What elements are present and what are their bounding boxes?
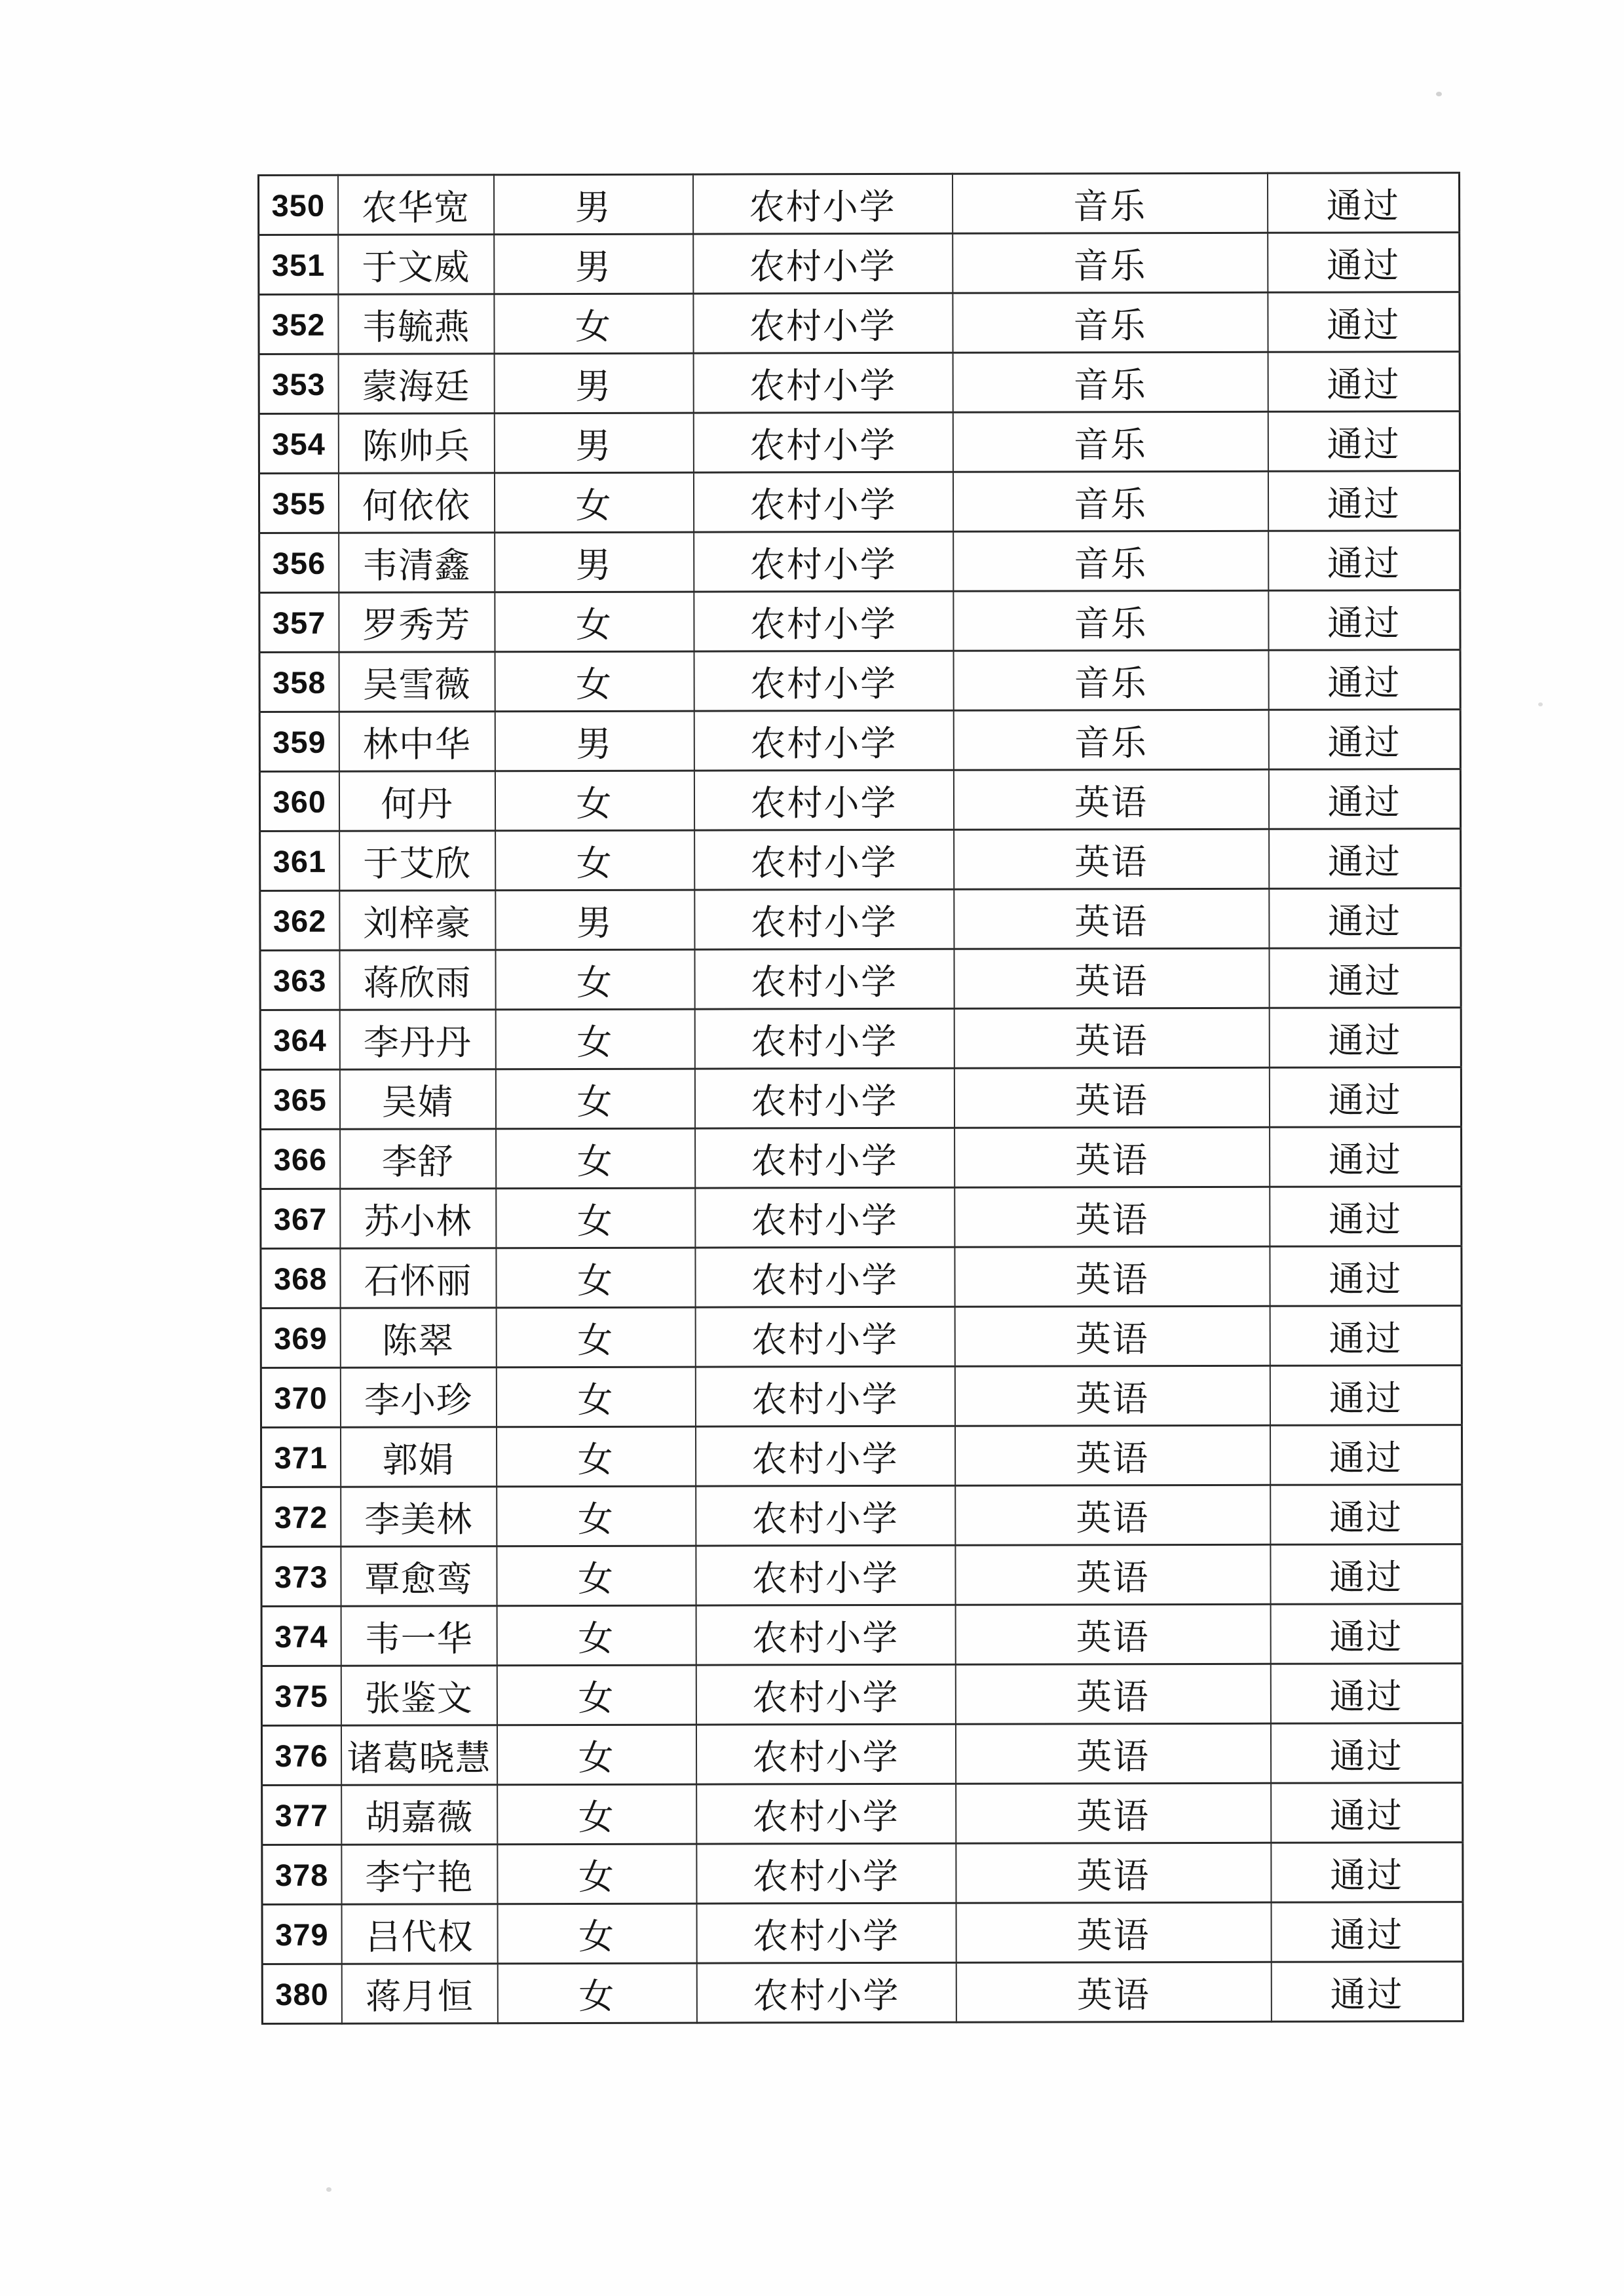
cell-serial-number: 366 <box>261 1129 340 1189</box>
cell-gender: 女 <box>495 830 694 890</box>
cell-subject: 音乐 <box>953 292 1268 353</box>
cell-name: 韦清鑫 <box>339 533 495 592</box>
cell-subject: 英语 <box>953 769 1268 830</box>
cell-serial-number: 374 <box>261 1606 341 1666</box>
cell-name: 刘梓豪 <box>339 890 495 950</box>
cell-school-type: 农村小学 <box>696 1485 955 1546</box>
cell-result: 通过 <box>1268 352 1460 412</box>
cell-name: 吕代权 <box>341 1904 497 1964</box>
cell-school-type: 农村小学 <box>696 1426 955 1486</box>
cell-gender: 女 <box>496 1367 695 1427</box>
cell-name: 苏小林 <box>340 1189 496 1248</box>
cell-school-type: 农村小学 <box>694 1008 954 1069</box>
cell-gender: 女 <box>495 771 694 831</box>
cell-name: 石怀丽 <box>340 1248 496 1308</box>
cell-serial-number: 361 <box>260 831 339 890</box>
scan-speck <box>1538 702 1543 706</box>
cell-result: 通过 <box>1268 411 1460 472</box>
cell-result: 通过 <box>1269 889 1461 949</box>
cell-school-type: 农村小学 <box>693 233 953 294</box>
cell-subject: 音乐 <box>953 233 1268 293</box>
cell-name: 农华宽 <box>338 175 494 235</box>
cell-serial-number: 353 <box>259 354 338 413</box>
cell-result: 通过 <box>1270 1366 1462 1426</box>
cell-name: 李舒 <box>340 1129 496 1189</box>
scan-speck <box>1436 92 1442 96</box>
cell-result: 通过 <box>1270 1246 1462 1307</box>
cell-school-type: 农村小学 <box>693 472 953 532</box>
table-row <box>262 1902 1463 1964</box>
cell-result: 通过 <box>1270 1604 1462 1664</box>
cell-serial-number: 376 <box>261 1725 341 1785</box>
cell-result: 通过 <box>1270 1544 1462 1605</box>
cell-serial-number: 370 <box>261 1368 340 1427</box>
cell-subject: 英语 <box>955 1544 1270 1605</box>
cell-gender: 女 <box>497 1605 696 1666</box>
cell-serial-number: 367 <box>261 1189 340 1248</box>
cell-name: 于艾欣 <box>339 831 495 890</box>
cell-result: 通过 <box>1268 590 1460 651</box>
cell-name: 李美林 <box>341 1487 497 1546</box>
roster-table-body <box>259 173 1463 2024</box>
cell-name: 覃愈鸾 <box>341 1546 497 1606</box>
cell-serial-number: 359 <box>259 712 339 771</box>
cell-name: 何依依 <box>338 473 494 533</box>
cell-result: 通过 <box>1268 233 1460 293</box>
table-row <box>261 1246 1462 1309</box>
table-row <box>262 1962 1463 2024</box>
cell-subject: 英语 <box>955 1485 1270 1545</box>
cell-gender: 女 <box>497 1904 696 1964</box>
cell-school-type: 农村小学 <box>696 1962 956 2023</box>
cell-result: 通过 <box>1268 650 1460 710</box>
cell-gender: 女 <box>495 1009 694 1069</box>
cell-subject: 英语 <box>954 1067 1269 1128</box>
cell-result: 通过 <box>1268 769 1460 830</box>
table-row <box>261 1366 1462 1428</box>
cell-serial-number: 351 <box>259 235 338 294</box>
table-row <box>260 829 1461 891</box>
cell-result: 通过 <box>1269 1008 1461 1068</box>
cell-name: 陈帅兵 <box>338 413 494 473</box>
cell-subject: 英语 <box>954 1306 1270 1366</box>
cell-result: 通过 <box>1269 829 1461 889</box>
cell-subject: 英语 <box>956 1843 1271 1903</box>
cell-subject: 英语 <box>954 1127 1270 1187</box>
cell-subject: 英语 <box>954 1008 1269 1068</box>
cell-school-type: 农村小学 <box>693 353 953 413</box>
cell-serial-number: 377 <box>262 1785 341 1845</box>
cell-result: 通过 <box>1267 173 1459 233</box>
cell-gender: 男 <box>494 413 693 473</box>
cell-serial-number: 362 <box>260 890 339 950</box>
cell-serial-number: 360 <box>259 771 339 831</box>
cell-gender: 女 <box>495 949 694 1010</box>
cell-name: 蒙海廷 <box>338 354 494 413</box>
cell-serial-number: 368 <box>261 1248 340 1308</box>
cell-gender: 男 <box>495 890 694 950</box>
cell-result: 通过 <box>1271 1962 1463 2022</box>
scan-speck <box>326 2187 331 2192</box>
cell-subject: 英语 <box>954 889 1269 949</box>
table-row <box>259 292 1460 354</box>
cell-gender: 女 <box>497 1725 696 1785</box>
cell-school-type: 农村小学 <box>694 949 954 1009</box>
cell-serial-number: 380 <box>262 1964 341 2023</box>
cell-serial-number: 375 <box>261 1666 341 1725</box>
cell-gender: 女 <box>494 472 693 533</box>
cell-gender: 女 <box>496 1248 695 1308</box>
cell-serial-number: 369 <box>261 1308 340 1368</box>
cell-result: 通过 <box>1269 948 1461 1008</box>
cell-name: 林中华 <box>339 712 495 771</box>
cell-subject: 英语 <box>955 1723 1270 1784</box>
table-row <box>261 1127 1462 1189</box>
cell-school-type: 农村小学 <box>696 1545 955 1605</box>
cell-school-type: 农村小学 <box>695 1307 954 1367</box>
cell-gender: 女 <box>497 1426 696 1487</box>
cell-school-type: 农村小学 <box>694 1068 954 1128</box>
cell-school-type: 农村小学 <box>695 1128 954 1188</box>
cell-serial-number: 352 <box>259 294 338 354</box>
cell-school-type: 农村小学 <box>695 1247 954 1307</box>
cell-name: 吴雪薇 <box>339 652 495 712</box>
cell-serial-number: 358 <box>259 652 339 712</box>
cell-gender: 女 <box>495 651 694 712</box>
table-row <box>260 1067 1461 1130</box>
cell-gender: 男 <box>495 532 694 592</box>
cell-subject: 英语 <box>954 1246 1270 1307</box>
cell-school-type: 农村小学 <box>694 651 953 711</box>
table-row <box>259 173 1460 235</box>
cell-name: 胡嘉薇 <box>341 1785 497 1845</box>
cell-serial-number: 363 <box>260 950 339 1010</box>
cell-school-type: 农村小学 <box>695 1366 954 1426</box>
cell-serial-number: 373 <box>261 1546 341 1606</box>
cell-gender: 女 <box>497 1546 696 1606</box>
cell-result: 通过 <box>1269 1067 1461 1128</box>
cell-subject: 音乐 <box>953 471 1268 531</box>
cell-school-type: 农村小学 <box>695 1187 954 1248</box>
cell-result: 通过 <box>1271 1843 1463 1903</box>
cell-name: 于文威 <box>338 235 494 294</box>
table-row <box>260 889 1461 951</box>
cell-result: 通过 <box>1271 1902 1463 1962</box>
cell-serial-number: 372 <box>261 1487 341 1546</box>
cell-name: 郭娟 <box>341 1427 497 1487</box>
table-row <box>259 650 1460 712</box>
cell-gender: 男 <box>494 353 693 413</box>
cell-serial-number: 350 <box>259 175 338 235</box>
cell-subject: 英语 <box>954 948 1269 1008</box>
cell-gender: 女 <box>495 1069 694 1129</box>
cell-name: 李宁艳 <box>341 1845 497 1904</box>
cell-serial-number: 379 <box>262 1904 341 1964</box>
table-row <box>259 233 1460 295</box>
cell-gender: 女 <box>496 1307 695 1368</box>
cell-result: 通过 <box>1270 1425 1462 1485</box>
cell-serial-number: 357 <box>259 592 339 652</box>
cell-result: 通过 <box>1270 1306 1462 1366</box>
table-row <box>261 1664 1462 1726</box>
cell-subject: 音乐 <box>953 411 1268 472</box>
cell-result: 通过 <box>1270 1127 1462 1187</box>
cell-school-type: 农村小学 <box>696 1903 956 1963</box>
cell-subject: 英语 <box>956 1783 1271 1843</box>
cell-name: 罗秀芳 <box>339 592 495 652</box>
cell-gender: 男 <box>495 711 694 771</box>
table-row <box>259 590 1460 653</box>
cell-subject: 音乐 <box>953 531 1268 591</box>
cell-school-type: 农村小学 <box>694 889 954 949</box>
cell-subject: 音乐 <box>953 590 1268 651</box>
cell-school-type: 农村小学 <box>696 1843 956 1904</box>
table-row <box>259 411 1460 474</box>
table-row <box>261 1485 1462 1547</box>
cell-result: 通过 <box>1268 710 1460 770</box>
cell-gender: 女 <box>496 1188 695 1248</box>
table-row <box>262 1783 1463 1845</box>
cell-subject: 英语 <box>956 1902 1271 1962</box>
table-row <box>259 531 1460 593</box>
cell-name: 张鉴文 <box>341 1666 497 1725</box>
cell-gender: 女 <box>495 592 694 652</box>
cell-school-type: 农村小学 <box>694 710 953 771</box>
cell-school-type: 农村小学 <box>694 830 954 890</box>
table-row <box>261 1604 1462 1666</box>
cell-subject: 英语 <box>954 829 1269 889</box>
cell-subject: 音乐 <box>953 352 1268 412</box>
cell-school-type: 农村小学 <box>693 412 953 472</box>
cell-subject: 音乐 <box>953 710 1268 770</box>
cell-school-type: 农村小学 <box>696 1784 956 1844</box>
table-row <box>262 1843 1463 1905</box>
table-row <box>259 710 1460 772</box>
cell-subject: 英语 <box>956 1962 1271 2022</box>
table-row <box>259 769 1460 832</box>
cell-result: 通过 <box>1271 1783 1463 1843</box>
cell-serial-number: 371 <box>261 1427 341 1487</box>
cell-school-type: 农村小学 <box>696 1605 955 1665</box>
cell-gender: 男 <box>494 174 693 235</box>
cell-subject: 英语 <box>955 1425 1270 1485</box>
table-row <box>259 352 1460 414</box>
cell-serial-number: 365 <box>260 1069 339 1129</box>
cell-serial-number: 355 <box>259 473 338 533</box>
cell-serial-number: 364 <box>260 1010 339 1069</box>
cell-name: 李小珍 <box>340 1368 496 1427</box>
cell-result: 通过 <box>1270 1485 1462 1545</box>
cell-school-type: 农村小学 <box>693 174 953 234</box>
table-row <box>260 948 1461 1010</box>
cell-serial-number: 356 <box>259 533 339 592</box>
cell-gender: 女 <box>497 1784 696 1845</box>
cell-school-type: 农村小学 <box>696 1724 955 1784</box>
cell-subject: 音乐 <box>953 650 1268 710</box>
cell-result: 通过 <box>1268 531 1460 591</box>
cell-gender: 女 <box>496 1128 695 1189</box>
cell-result: 通过 <box>1270 1723 1462 1784</box>
cell-result: 通过 <box>1270 1187 1462 1247</box>
cell-serial-number: 354 <box>259 413 338 473</box>
cell-subject: 英语 <box>955 1604 1270 1664</box>
cell-result: 通过 <box>1270 1664 1462 1724</box>
cell-subject: 英语 <box>954 1366 1270 1426</box>
cell-gender: 女 <box>497 1844 696 1904</box>
cell-subject: 英语 <box>955 1664 1270 1724</box>
table-row <box>261 1723 1462 1786</box>
cell-name: 何丹 <box>339 771 495 831</box>
cell-subject: 音乐 <box>953 173 1268 233</box>
cell-gender: 女 <box>497 1486 696 1546</box>
cell-school-type: 农村小学 <box>693 293 953 353</box>
cell-gender: 女 <box>494 294 693 354</box>
cell-gender: 女 <box>497 1963 696 2023</box>
table-row <box>261 1425 1462 1487</box>
roster-table <box>257 172 1464 2025</box>
cell-result: 通过 <box>1268 471 1460 531</box>
table-row <box>259 471 1460 533</box>
cell-name: 陈翠 <box>340 1308 496 1368</box>
cell-name: 李丹丹 <box>339 1010 495 1069</box>
cell-subject: 英语 <box>954 1187 1270 1247</box>
table-row <box>260 1008 1461 1070</box>
cell-name: 蒋欣雨 <box>339 950 495 1010</box>
cell-name: 吴婧 <box>339 1069 495 1129</box>
cell-result: 通过 <box>1268 292 1460 353</box>
cell-serial-number: 378 <box>262 1845 341 1904</box>
table-row <box>261 1187 1462 1249</box>
table-row <box>261 1544 1462 1607</box>
table-row <box>261 1306 1462 1368</box>
roster-table-container <box>257 172 1464 2025</box>
cell-gender: 女 <box>497 1665 696 1725</box>
cell-school-type: 农村小学 <box>696 1664 955 1725</box>
cell-name: 韦一华 <box>341 1606 497 1666</box>
cell-gender: 男 <box>494 234 693 294</box>
cell-name: 韦毓燕 <box>338 294 494 354</box>
cell-name: 诸葛晓慧 <box>341 1725 497 1785</box>
cell-name: 蒋月恒 <box>341 1964 497 2023</box>
cell-school-type: 农村小学 <box>694 591 953 651</box>
cell-school-type: 农村小学 <box>694 531 953 592</box>
cell-school-type: 农村小学 <box>694 770 953 830</box>
